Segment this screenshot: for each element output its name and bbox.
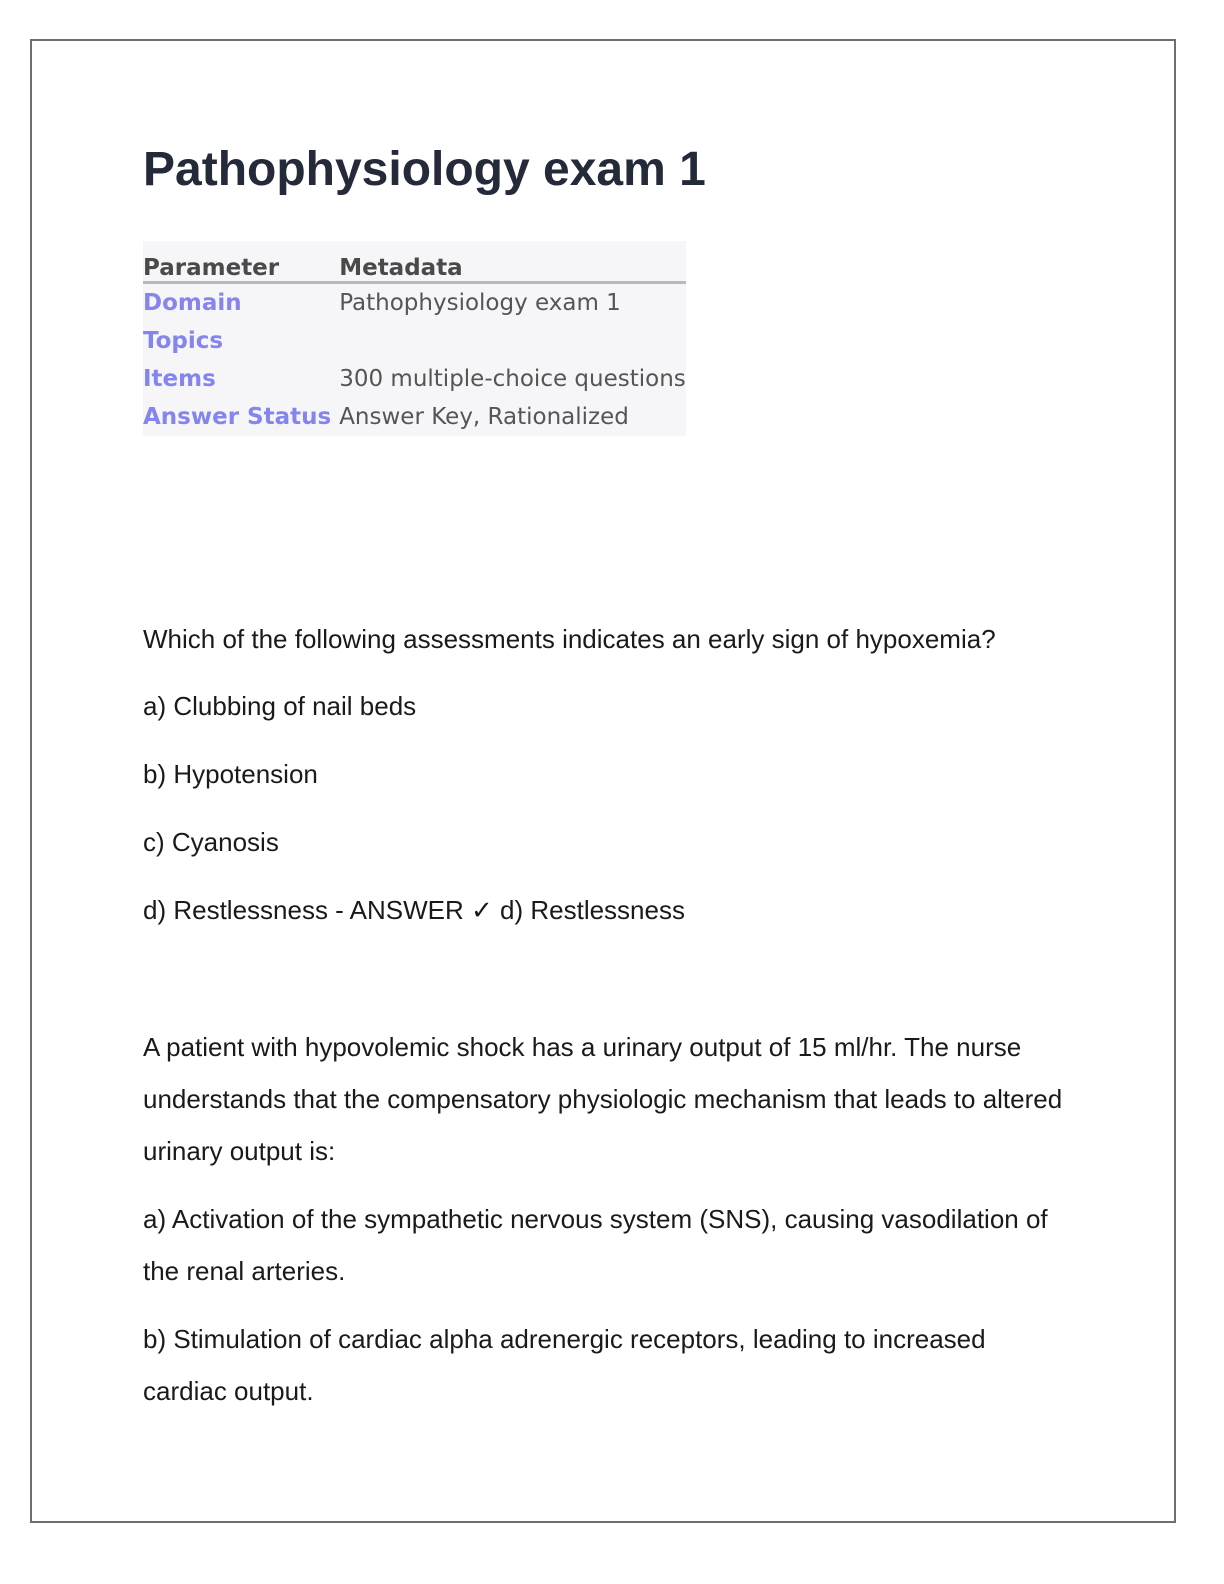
question-1-option-b: b) Hypotension bbox=[143, 759, 318, 789]
metadata-value bbox=[339, 322, 686, 360]
metadata-key: Items bbox=[143, 366, 216, 392]
metadata-row-answer-status bbox=[143, 398, 686, 436]
answer-prefix: d) Restlessness - ANSWER bbox=[143, 895, 464, 925]
metadata-key: Topics bbox=[143, 328, 224, 354]
question-1-stem: Which of the following assessments indicates an early sign of hypoxemia? bbox=[143, 624, 996, 654]
column-header-metadata: Metadata bbox=[339, 241, 686, 283]
question-1-answer-line bbox=[143, 895, 685, 926]
metadata-value: Pathophysiology exam 1 bbox=[339, 290, 621, 316]
metadata-table bbox=[143, 241, 686, 436]
metadata-key: Answer Status bbox=[143, 404, 332, 430]
metadata-key: Domain bbox=[143, 290, 242, 316]
column-header-parameter: Parameter bbox=[143, 241, 339, 283]
answer-suffix: d) Restlessness bbox=[500, 895, 685, 925]
question-1-option-a: a) Clubbing of nail beds bbox=[143, 691, 417, 721]
checkmark-icon: ✓ bbox=[470, 896, 493, 926]
question-2-option-a: a) Activation of the sympathetic nervous system (SNS), causing vasodilation of the renal arteries. bbox=[143, 1204, 1048, 1286]
metadata-row-topics bbox=[143, 322, 686, 360]
metadata-value: Answer Key, Rationalized bbox=[339, 404, 629, 430]
document-title: Pathophysiology exam 1 bbox=[143, 143, 706, 196]
metadata-row-domain bbox=[143, 283, 686, 323]
question-1-option-c: c) Cyanosis bbox=[143, 827, 279, 857]
metadata-value: 300 multiple-choice questions bbox=[339, 366, 686, 392]
metadata-row-items bbox=[143, 360, 686, 398]
question-2-stem: A patient with hypovolemic shock has a urinary output of 15 ml/hr. The nurse understands that the compensatory physiologic mechanism that leads to altered urinary output is: bbox=[143, 1032, 1063, 1166]
question-2-option-b: b) Stimulation of cardiac alpha adrenergic receptors, leading to increased cardiac output. bbox=[143, 1324, 986, 1406]
metadata-header-row bbox=[143, 241, 686, 283]
